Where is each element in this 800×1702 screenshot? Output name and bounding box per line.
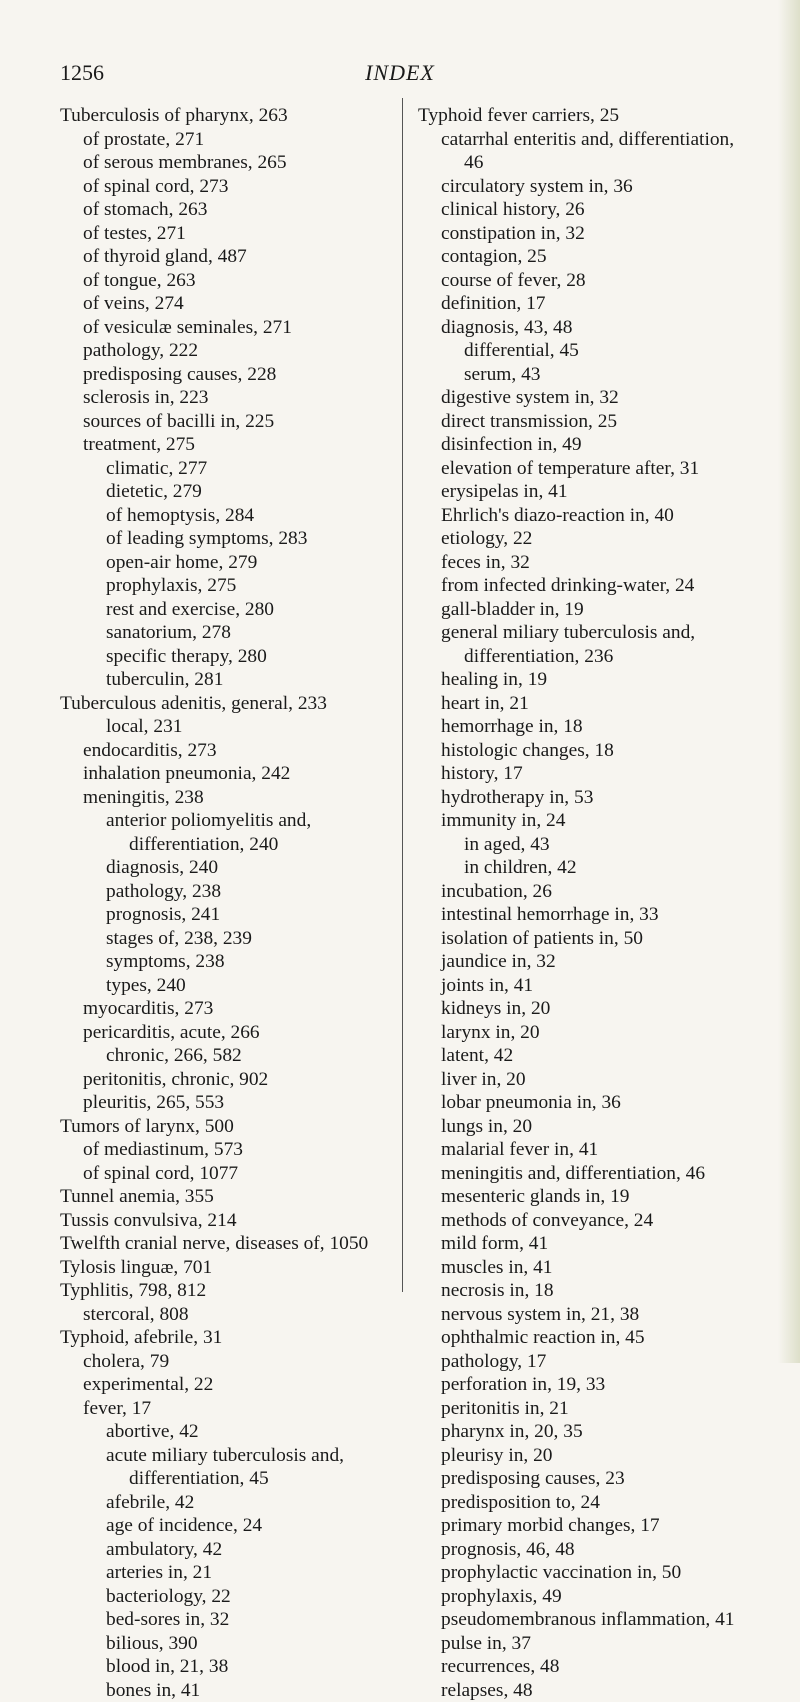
index-entry: in children, 42: [418, 856, 758, 880]
index-entry: predisposing causes, 23: [418, 1467, 758, 1491]
index-entry: intestinal hemorrhage in, 33: [418, 903, 758, 927]
index-entry: arteries in, 21: [60, 1561, 382, 1585]
index-entry: digestive system in, 32: [418, 386, 758, 410]
index-entry: Typhoid, afebrile, 31: [60, 1326, 382, 1350]
index-entry: disinfection in, 49: [418, 433, 758, 457]
index-entry: feces in, 32: [418, 551, 758, 575]
index-entry: Tussis convulsiva, 214: [60, 1209, 382, 1233]
index-entry: sclerosis in, 223: [60, 386, 382, 410]
index-entry: ambulatory, 42: [60, 1538, 382, 1562]
index-entry: elevation of temperature after, 31: [418, 457, 758, 481]
index-entry: definition, 17: [418, 292, 758, 316]
index-entry: afebrile, 42: [60, 1491, 382, 1515]
index-entry: of tongue, 263: [60, 269, 382, 293]
index-entry: of veins, 274: [60, 292, 382, 316]
index-entry: differential, 45: [418, 339, 758, 363]
index-entry: immunity in, 24: [418, 809, 758, 833]
index-entry: of leading symptoms, 283: [60, 527, 382, 551]
index-entry: etiology, 22: [418, 527, 758, 551]
index-entry: Tuberculous adenitis, general, 233: [60, 692, 382, 716]
index-entry: healing in, 19: [418, 668, 758, 692]
index-entry: Tuberculosis of pharynx, 263: [60, 104, 382, 128]
index-entry: climatic, 277: [60, 457, 382, 481]
index-entry: of spinal cord, 273: [60, 175, 382, 199]
index-entry: meningitis and, differentiation, 46: [418, 1162, 758, 1186]
index-entry: from infected drinking-water, 24: [418, 574, 758, 598]
index-entry: stages of, 238, 239: [60, 927, 382, 951]
index-entry: inhalation pneumonia, 242: [60, 762, 382, 786]
index-column-right: [418, 104, 758, 1702]
index-entry: sanatorium, 278: [60, 621, 382, 645]
page-header: [60, 60, 740, 90]
index-entry: larynx in, 20: [418, 1021, 758, 1045]
running-head: INDEX: [60, 60, 740, 86]
index-entry: hydrotherapy in, 53: [418, 786, 758, 810]
index-entry: chronic, 266, 582: [60, 1044, 382, 1068]
index-entry: of vesiculæ seminales, 271: [60, 316, 382, 340]
index-entry: prognosis, 46, 48: [418, 1538, 758, 1562]
index-entry: predisposing causes, 228: [60, 363, 382, 387]
index-entry: perforation in, 19, 33: [418, 1373, 758, 1397]
index-entry: peritonitis in, 21: [418, 1397, 758, 1421]
index-entry: kidneys in, 20: [418, 997, 758, 1021]
index-entry: incubation, 26: [418, 880, 758, 904]
index-entry: isolation of patients in, 50: [418, 927, 758, 951]
index-entry: pathology, 222: [60, 339, 382, 363]
index-entry: circulatory system in, 36: [418, 175, 758, 199]
index-entry: anterior poliomyelitis and, differentiation, 240: [60, 809, 382, 856]
index-entry: bilious, 390: [60, 1632, 382, 1656]
index-entry: of hemoptysis, 284: [60, 504, 382, 528]
index-entry: pharynx in, 20, 35: [418, 1420, 758, 1444]
index-entry: hemorrhage in, 18: [418, 715, 758, 739]
index-entry: dietetic, 279: [60, 480, 382, 504]
index-entry: of serous membranes, 265: [60, 151, 382, 175]
index-entry: local, 231: [60, 715, 382, 739]
index-entry: types, 240: [60, 974, 382, 998]
index-entry: cholera, 79: [60, 1350, 382, 1374]
index-entry: jaundice in, 32: [418, 950, 758, 974]
index-entry: necrosis in, 18: [418, 1279, 758, 1303]
index-entry: of spinal cord, 1077: [60, 1162, 382, 1186]
index-entry: pathology, 238: [60, 880, 382, 904]
index-entry: symptoms, 238: [60, 950, 382, 974]
index-entry: pulse in, 37: [418, 1632, 758, 1656]
index-entry: of testes, 271: [60, 222, 382, 246]
index-entry: meningitis, 238: [60, 786, 382, 810]
index-entry: history, 17: [418, 762, 758, 786]
index-entry: myocarditis, 273: [60, 997, 382, 1021]
index-entry: prophylaxis, 49: [418, 1585, 758, 1609]
index-entry: lobar pneumonia in, 36: [418, 1091, 758, 1115]
index-entry: gall-bladder in, 19: [418, 598, 758, 622]
index-entry: sources of bacilli in, 225: [60, 410, 382, 434]
index-entry: primary morbid changes, 17: [418, 1514, 758, 1538]
index-entry: open-air home, 279: [60, 551, 382, 575]
index-entry: lungs in, 20: [418, 1115, 758, 1139]
page-edge-discoloration: [778, 0, 800, 1363]
index-entry: malarial fever in, 41: [418, 1138, 758, 1162]
index-entry: treatment, 275: [60, 433, 382, 457]
index-entry: in aged, 43: [418, 833, 758, 857]
index-entry: pleuritis, 265, 553: [60, 1091, 382, 1115]
index-entry: diagnosis, 240: [60, 856, 382, 880]
index-entry: Twelfth cranial nerve, diseases of, 1050: [60, 1232, 382, 1256]
index-entry: Tumors of larynx, 500: [60, 1115, 382, 1139]
index-entry: of mediastinum, 573: [60, 1138, 382, 1162]
index-entry: peritonitis, chronic, 902: [60, 1068, 382, 1092]
page-number: 1256: [60, 60, 104, 86]
index-entry: tuberculin, 281: [60, 668, 382, 692]
index-entry: of prostate, 271: [60, 128, 382, 152]
index-entry: fever, 17: [60, 1397, 382, 1421]
index-entry: joints in, 41: [418, 974, 758, 998]
index-entry: course of fever, 28: [418, 269, 758, 293]
index-entry: Typhlitis, 798, 812: [60, 1279, 382, 1303]
index-entry: blood in, 21, 38: [60, 1655, 382, 1679]
index-entry: clinical history, 26: [418, 198, 758, 222]
index-entry: prophylaxis, 275: [60, 574, 382, 598]
index-entry: endocarditis, 273: [60, 739, 382, 763]
index-entry: histologic changes, 18: [418, 739, 758, 763]
index-entry: Tunnel anemia, 355: [60, 1185, 382, 1209]
index-entry: predisposition to, 24: [418, 1491, 758, 1515]
index-entry: pleurisy in, 20: [418, 1444, 758, 1468]
index-entry: relapses, 48: [418, 1679, 758, 1702]
index-entry: bed-sores in, 32: [60, 1608, 382, 1632]
index-entry: nervous system in, 21, 38: [418, 1303, 758, 1327]
index-entry: latent, 42: [418, 1044, 758, 1068]
index-entry: erysipelas in, 41: [418, 480, 758, 504]
index-entry: specific therapy, 280: [60, 645, 382, 669]
index-entry: bacteriology, 22: [60, 1585, 382, 1609]
index-entry: constipation in, 32: [418, 222, 758, 246]
index-entry: bones in, 41: [60, 1679, 382, 1702]
index-entry: acute miliary tuberculosis and, differentiation, 45: [60, 1444, 382, 1491]
index-entry: catarrhal enteritis and, differentiation, 46: [418, 128, 758, 175]
index-entry: pseudomembranous inflammation, 41: [418, 1608, 758, 1632]
index-entry: pathology, 17: [418, 1350, 758, 1374]
index-entry: general miliary tuberculosis and, differentiation, 236: [418, 621, 758, 668]
index-entry: experimental, 22: [60, 1373, 382, 1397]
index-column-left: [60, 104, 382, 1702]
index-entry: methods of conveyance, 24: [418, 1209, 758, 1233]
index-entry: liver in, 20: [418, 1068, 758, 1092]
column-divider: [402, 98, 403, 1292]
index-entry: heart in, 21: [418, 692, 758, 716]
index-entry: stercoral, 808: [60, 1303, 382, 1327]
index-entry: pericarditis, acute, 266: [60, 1021, 382, 1045]
index-entry: direct transmission, 25: [418, 410, 758, 434]
index-entry: of thyroid gland, 487: [60, 245, 382, 269]
index-entry: diagnosis, 43, 48: [418, 316, 758, 340]
index-entry: Tylosis linguæ, 701: [60, 1256, 382, 1280]
index-entry: Typhoid fever carriers, 25: [418, 104, 758, 128]
index-entry: age of incidence, 24: [60, 1514, 382, 1538]
index-entry: Ehrlich's diazo-reaction in, 40: [418, 504, 758, 528]
index-entry: serum, 43: [418, 363, 758, 387]
index-entry: prophylactic vaccination in, 50: [418, 1561, 758, 1585]
index-entry: ophthalmic reaction in, 45: [418, 1326, 758, 1350]
index-entry: muscles in, 41: [418, 1256, 758, 1280]
index-entry: contagion, 25: [418, 245, 758, 269]
index-entry: abortive, 42: [60, 1420, 382, 1444]
index-entry: prognosis, 241: [60, 903, 382, 927]
index-entry: mesenteric glands in, 19: [418, 1185, 758, 1209]
index-entry: of stomach, 263: [60, 198, 382, 222]
index-entry: mild form, 41: [418, 1232, 758, 1256]
index-entry: recurrences, 48: [418, 1655, 758, 1679]
index-entry: rest and exercise, 280: [60, 598, 382, 622]
